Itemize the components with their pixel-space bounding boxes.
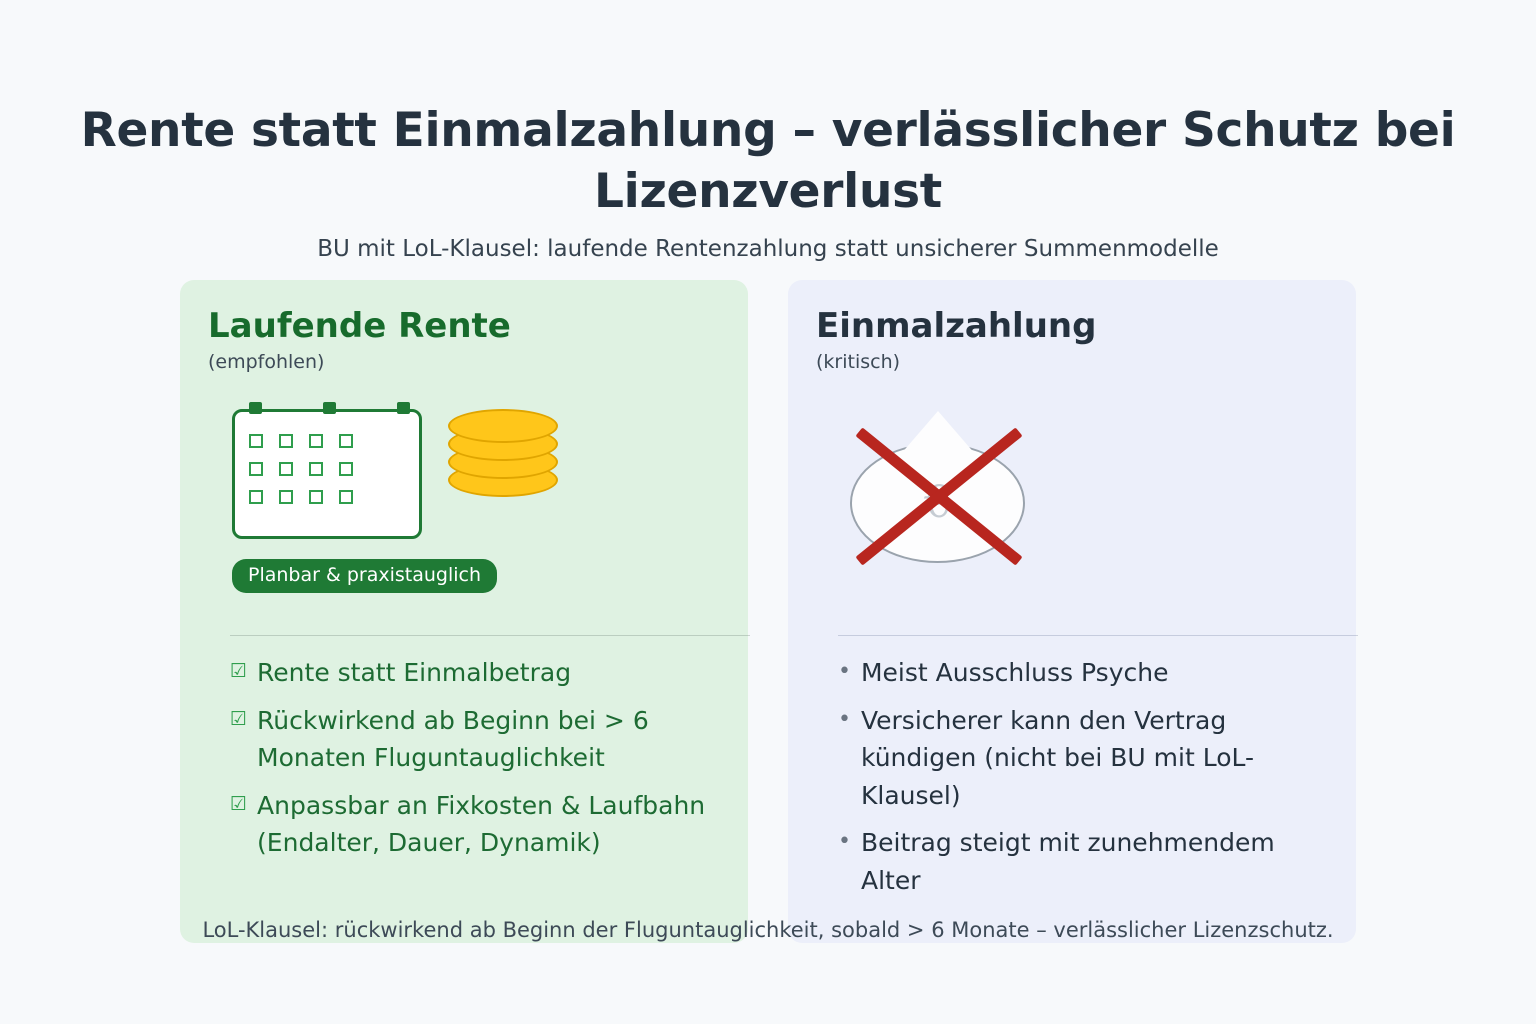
list-item — [838, 654, 1318, 692]
bullet-dot-icon: • — [838, 829, 851, 855]
calendar-day-cell — [339, 490, 353, 504]
page-subtitle: BU mit LoL-Klausel: laufende Rentenzahlung statt unsicherer Summenmodelle — [317, 236, 1219, 263]
calendar-day-cell — [339, 434, 353, 448]
calendar-day-cell — [279, 462, 293, 476]
footer-note: LoL-Klausel: rückwirkend ab Beginn der Fluguntauglichkeit, sobald > 6 Monate – verlässlicher Lizenzschutz. — [202, 918, 1334, 942]
calendar-day-cell — [249, 434, 263, 448]
calendar-day-cell — [309, 490, 323, 504]
calendar-icon — [232, 409, 422, 539]
page-title: Rente statt Einmalzahlung – verlässlicher Schutz bei Lizenzverlust — [80, 103, 1456, 220]
right-card-point-list — [816, 654, 1328, 899]
list-item — [230, 787, 710, 862]
bullet-dot-icon: • — [838, 659, 851, 685]
left-card-icon-area — [208, 387, 720, 617]
list-item-label: Rückwirkend ab Beginn bei > 6 Monaten Fluguntauglichkeit — [257, 705, 649, 773]
calendar-tab-left-icon — [249, 402, 262, 414]
calendar-day-cell — [279, 490, 293, 504]
calendar-day-cell — [309, 462, 323, 476]
calendar-day-cell — [309, 434, 323, 448]
calendar-grid — [249, 434, 369, 518]
calendar-day-cell — [249, 490, 263, 504]
calendar-day-cell — [249, 462, 263, 476]
bullet-dot-icon: • — [838, 706, 851, 732]
check-box-icon: ☑ — [230, 707, 248, 730]
list-item — [230, 654, 710, 692]
list-item-label: Anpassbar an Fixkosten & Laufbahn (Endalter, Dauer, Dynamik) — [257, 790, 706, 858]
coins-stack-icon — [448, 409, 568, 509]
umbrella-euro-icon — [838, 407, 1038, 587]
list-item-label: Beitrag steigt mit zunehmendem Alter — [860, 828, 1275, 895]
left-card-divider — [230, 635, 750, 636]
calendar-day-cell — [279, 434, 293, 448]
calendar-tab-middle-icon — [323, 402, 336, 414]
check-box-icon: ☑ — [230, 792, 248, 815]
list-item — [838, 702, 1318, 815]
calendar-day-cell — [339, 462, 353, 476]
calendar-tab-right-icon — [397, 402, 410, 414]
check-box-icon: ☑ — [230, 660, 248, 683]
left-card-subheading: (empfohlen) — [208, 351, 325, 374]
umbrella-top-icon — [900, 411, 976, 455]
card-laufende-rente — [180, 280, 748, 943]
right-card-subheading: (kritisch) — [816, 351, 901, 374]
status-badge: Planbar & praxistauglich — [232, 559, 497, 593]
left-card-point-list — [208, 654, 720, 862]
left-card-heading: Laufende Rente — [208, 306, 511, 346]
list-item-label: Meist Ausschluss Psyche — [860, 658, 1169, 688]
list-item-label: Versicherer kann den Vertrag kündigen (nicht bei BU mit LoL-Klausel) — [860, 705, 1255, 810]
card-einmalzahlung — [788, 280, 1356, 943]
list-item — [838, 824, 1318, 899]
list-item — [230, 702, 710, 777]
right-card-icon-area — [816, 387, 1328, 617]
header — [0, 0, 1536, 262]
comparison-columns — [180, 280, 1356, 943]
right-card-divider — [838, 635, 1358, 636]
list-item-label: Rente statt Einmalbetrag — [257, 658, 572, 688]
right-card-heading: Einmalzahlung — [816, 306, 1097, 346]
